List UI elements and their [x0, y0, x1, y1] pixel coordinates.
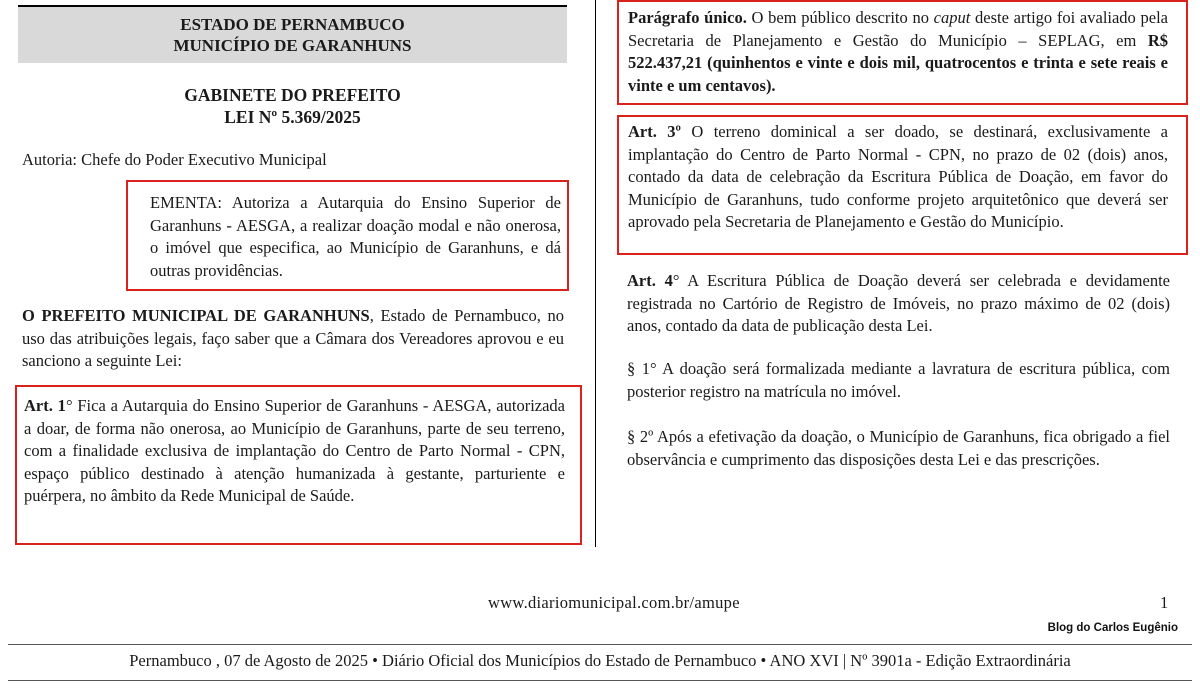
article-3: [628, 121, 1168, 234]
article-4: [627, 270, 1170, 338]
valuation-amount: R$ 522.437,21 (quinhentos e vinte e dois mil, quatrocentos e trinta e sete reais e vinte e um centavos).: [628, 30, 1168, 95]
article-1-label: Art. 1: [24, 396, 66, 415]
column-divider: [595, 0, 596, 547]
article-1: [24, 395, 565, 508]
office-title: GABINETE DO PREFEITO: [184, 85, 401, 105]
preamble-paragraph: [22, 305, 564, 373]
law-heading: [18, 84, 567, 128]
ementa-highlight-box: [126, 180, 569, 291]
preamble-bold: O PREFEITO MUNICIPAL DE GARANHUNS: [22, 306, 370, 325]
law-number: LEI Nº 5.369/2025: [224, 107, 361, 127]
preamble-text: , Estado de Pernambuco, no uso das atribuições legais, faço saber que a Câmara dos Vereadores aprovou e eu sanciono a seguinte Lei:: [22, 306, 564, 370]
blog-credit-watermark: Blog do Carlos Eugênio: [1047, 622, 1178, 634]
page-number: 1: [1160, 593, 1169, 612]
state-title: ESTADO DE PERNAMBUCO: [180, 15, 405, 34]
paragrafo-unico-text-1: O bem público descrito no: [746, 8, 934, 27]
paragrafo-unico-text-2: deste artigo foi avaliado pela Secretaria de Planejamento e Gestão do Município – SEPLAG, em: [628, 8, 1169, 50]
site-url: www.diariomunicipal.com.br/amupe: [488, 593, 740, 612]
document-header: [18, 5, 567, 63]
article-4-text: ° A Escritura Pública de Doação deverá ser celebrada e devidamente registrada no Cartório de Registro de Imóveis, no prazo máximo de 02 (dois) anos, contado da data de publicação desta Lei.: [627, 271, 1170, 335]
paragraph-1: § 1° A doação será formalizada mediante a lavratura de escritura pública, com posterior registro na matrícula no imóvel.: [627, 359, 1170, 401]
article-4-label: Art. 4: [627, 271, 673, 290]
article-3-text: O terreno dominical a ser doado, se destinará, exclusivamente a implantação do Centro de Parto Normal - CPN, no prazo de 02 (dois) anos, contado da data de celebração da Escritura Pública de Doação, em favor do Município de Garanhuns, tudo conforme projeto arquitetônico que deverá ser aprovado pela Secretaria de Planejamento e Gestão do Município.: [628, 122, 1168, 231]
paragrafo-unico-highlight-box: [617, 0, 1188, 105]
municipality-title: MUNICÍPIO DE GARANHUNS: [173, 36, 412, 55]
ementa-text: EMENTA: Autoriza a Autarquia do Ensino Superior de Garanhuns - AESGA, a realizar doação modal e não onerosa, o imóvel que especifica, ao Município de Garanhuns, e dá outras providências.: [150, 193, 561, 280]
article-3-label: Art. 3º: [628, 122, 681, 141]
footer-publication-info: Pernambuco , 07 de Agosto de 2025 • Diário Oficial dos Municípios do Estado de Pernambuco • ANO XVI | Nº 3901a - Edição Extraordinária: [129, 651, 1071, 670]
paragrafo-unico: [628, 7, 1168, 97]
footer-rule-top: [8, 644, 1192, 645]
paragraph-2: § 2º Após a efetivação da doação, o Município de Garanhuns, fica obrigado a fiel observância e cumprimento das disposições desta Lei e das prescrições.: [627, 427, 1170, 469]
footer-rule-bottom: [8, 680, 1192, 681]
autoria-line: Autoria: Chefe do Poder Executivo Municipal: [22, 150, 327, 169]
article-1-highlight-box: [15, 385, 582, 545]
article-1-text: ° Fica a Autarquia do Ensino Superior de Garanhuns - AESGA, autorizada a doar, de forma não onerosa, ao Município de Garanhuns, parte de seu terreno, com a finalidade exclusiva de implantação do Centro de Parto Normal - CPN, espaço público destinado à atenção humanizada à gestante, parturiente e puérpera, no âmbito da Rede Municipal de Saúde.: [24, 396, 565, 505]
caput-term: caput: [933, 8, 971, 27]
article-3-highlight-box: [617, 115, 1188, 255]
paragrafo-unico-label: Parágrafo único.: [628, 8, 747, 27]
